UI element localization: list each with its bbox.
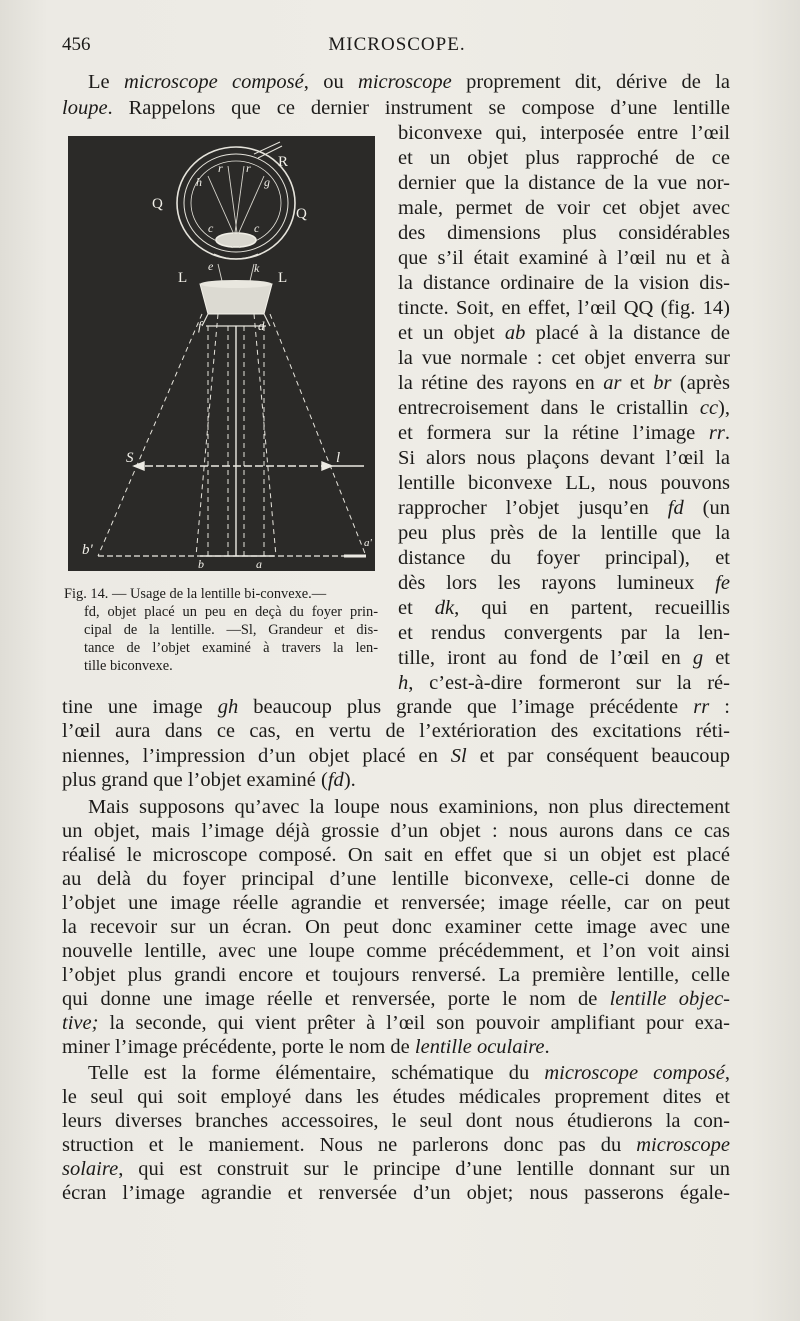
running-head: MICROSCOPE.: [328, 34, 466, 55]
label-e: e: [208, 259, 214, 273]
page-number: 456: [62, 34, 91, 55]
text-line: la rétine des rayons en ar et br (après: [398, 372, 730, 394]
figure-caption-line: Fig. 14. — Usage de la lentille bi-convexe.—: [64, 586, 327, 602]
text-line: peu plus près de la lentille que la: [398, 522, 730, 544]
text-line: la recevoir sur un écran. On peut donc examiner cette image avec une: [62, 916, 730, 938]
label-d: d: [258, 318, 265, 333]
text-line: et formera sur la rétine l’image rr.: [398, 422, 730, 444]
label-l: l: [336, 450, 341, 466]
text-line: solaire, qui est construit sur le principe d’une lentille donnant sur un: [62, 1158, 730, 1180]
text-line: tine une image gh beaucoup plus grande que l’image précédente rr :: [62, 696, 730, 718]
text-line: et un objet ab placé à la distance de: [398, 322, 730, 344]
text-line: que s’il était examiné à l’œil nu et à: [398, 247, 730, 269]
label-R: R: [278, 154, 289, 170]
text-line: h, c’est-à-dire formeront sur la ré-: [398, 672, 730, 694]
label-a-prime: a': [364, 537, 372, 549]
text-line: male, permet de voir cet objet avec: [398, 197, 730, 219]
figure-caption-line: tille biconvexe.: [84, 658, 173, 674]
text-line: et un objet plus rapproché de ce: [398, 147, 730, 169]
text-line: des dimensions plus considérables: [398, 222, 730, 244]
text-line: entrecroisement dans le cristallin cc),: [398, 397, 730, 419]
text-line: tille, iront au fond de l’œil en g et: [398, 647, 730, 669]
text-line: l’objet une image réelle agrandie et renversée; image réelle, car on peut: [62, 892, 730, 914]
text-line: et rendus convergents par la len-: [398, 622, 730, 644]
text-line: tive; la seconde, qui vient prêter à l’œil son pouvoir amplifiant pour exa-: [62, 1012, 730, 1034]
text-line: Le microscope composé, ou microscope proprement dit, dérive de la: [88, 71, 731, 93]
figure-14-eye-lens-diagram: [68, 136, 375, 571]
text-line: niennes, l’impression d’un objet placé en Sl et par conséquent beaucoup: [62, 745, 730, 767]
label-k: k: [254, 261, 260, 275]
page-header: [62, 34, 732, 58]
text-line: Telle est la forme élémentaire, schématique du microscope composé,: [88, 1062, 730, 1084]
lens-LL: [200, 280, 272, 314]
label-r1: r: [218, 161, 223, 175]
figure-caption-line: tance de l’objet examiné à travers la len-: [84, 640, 378, 656]
text-line: dès lors les rayons lumineux fe: [398, 572, 730, 594]
label-a: a: [256, 557, 262, 571]
text-line: struction et le maniement. Nous ne parlerons donc pas du microscope: [62, 1134, 730, 1156]
text-line: dernier que la distance de la vue nor-: [398, 172, 730, 194]
figure-caption-line: cipal de la lentille. —Sl, Grandeur et dis-: [84, 622, 378, 638]
text-line: loupe. Rappelons que ce dernier instrument se compose d’une lentille: [62, 97, 730, 119]
label-r2: r: [246, 161, 251, 175]
label-b: b: [198, 557, 204, 571]
text-line: au delà du foyer principal d’une lentille biconvexe, celle-ci donne de: [62, 868, 730, 890]
figure-caption-line: fd, objet placé un peu en deçà du foyer prin-: [84, 604, 378, 620]
text-line: leurs diverses branches accessoires, le seul dont nous étudierons la con-: [62, 1110, 730, 1132]
text-line: plus grand que l’objet examiné (fd).: [62, 769, 356, 791]
label-L-right: L: [278, 270, 288, 286]
text-line: et dk, qui en partent, recueillis: [398, 597, 730, 619]
label-c2: c: [254, 221, 260, 235]
text-line: l’œil aura dans ce cas, en vertu de l’extérioration des excitations réti-: [62, 720, 730, 742]
text-line: miner l’image précédente, porte le nom de lentille oculaire.: [62, 1036, 550, 1058]
text-line: la distance ordinaire de la vision dis-: [398, 272, 730, 294]
label-f: f: [198, 318, 202, 333]
label-b-prime: b': [82, 542, 93, 558]
text-line: le seul qui soit employé dans les études médicales proprement dites et: [62, 1086, 730, 1108]
text-line: Si alors nous plaçons devant l’œil la: [398, 447, 730, 469]
text-line: écran l’image agrandie et renversée d’un objet; nous passerons égale-: [62, 1182, 730, 1204]
label-h: h: [196, 175, 202, 189]
label-c1: c: [208, 221, 214, 235]
text-line: nouvelle lentille, avec une loupe comme précédemment, et l’on voit ainsi: [62, 940, 730, 962]
text-line: biconvexe qui, interposée entre l’œil: [398, 122, 730, 144]
text-line: lentille biconvexe LL, nous pouvons: [398, 472, 730, 494]
text-line: la vue normale : cet objet enverra sur: [398, 347, 730, 369]
label-S: S: [126, 450, 134, 466]
label-L-left: L: [178, 270, 188, 286]
text-line: distance du foyer principal), et: [398, 547, 730, 569]
text-line: réalisé le microscope composé. On sait en effet que si un objet est placé: [62, 844, 730, 866]
label-Q-left: Q: [152, 196, 163, 212]
text-line: Mais supposons qu’avec la loupe nous examinions, non plus directement: [88, 796, 730, 818]
text-line: qui donne une image réelle et renversée, porte le nom de lentille objec-: [62, 988, 730, 1010]
text-line: tincte. Soit, en effet, l’œil QQ (fig. 14): [398, 297, 730, 319]
text-line: l’objet plus grandi encore et toujours renversé. La première lentille, celle: [62, 964, 730, 986]
label-g: g: [264, 175, 270, 189]
text-line: rapprocher l’objet jusqu’en fd (un: [398, 497, 731, 519]
lens-ray-diagram: [68, 136, 375, 571]
label-Q-right: Q: [296, 206, 307, 222]
text-line: un objet, mais l’image déjà grossie d’un objet : nous aurons dans ce cas: [62, 820, 730, 842]
